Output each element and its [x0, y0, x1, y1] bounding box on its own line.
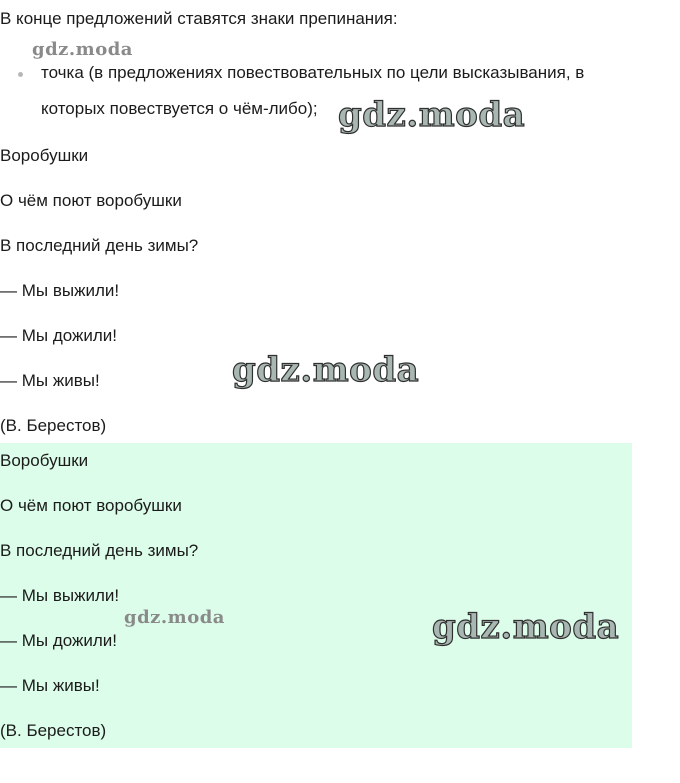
- watermark-logo: gdz.moda: [232, 350, 420, 390]
- poem-line: — Мы выжили!: [0, 586, 120, 605]
- watermark-logo: gdz.moda: [432, 607, 620, 647]
- poem-title: Воробушки: [0, 146, 89, 165]
- bullet-text-line-2: которых повествуется о чём-либо);: [41, 99, 318, 118]
- poem-line: — Мы выжили!: [0, 281, 120, 300]
- poem-line: — Мы живы!: [0, 371, 100, 390]
- poem-author: (В. Берестов): [0, 721, 107, 740]
- poem-line: — Мы дожили!: [0, 326, 118, 345]
- poem-line: — Мы дожили!: [0, 631, 118, 650]
- poem-line: В последний день зимы?: [0, 236, 199, 255]
- intro-heading: В конце предложений ставятся знаки препинания:: [0, 9, 398, 28]
- watermark-logo: gdz.moda: [338, 95, 526, 135]
- watermark-logo: gdz.moda: [32, 39, 133, 60]
- poem-author: (В. Берестов): [0, 416, 107, 435]
- bullet-icon: [18, 72, 23, 77]
- poem-line: — Мы живы!: [0, 676, 100, 695]
- poem-line: О чём поют воробушки: [0, 496, 182, 515]
- watermark-logo: gdz.moda: [124, 607, 225, 628]
- poem-line: В последний день зимы?: [0, 541, 199, 560]
- poem-title: Воробушки: [0, 451, 89, 470]
- poem-line: О чём поют воробушки: [0, 191, 182, 210]
- bullet-text-line-1: точка (в предложениях повествовательных по цели высказывания, в: [41, 63, 585, 82]
